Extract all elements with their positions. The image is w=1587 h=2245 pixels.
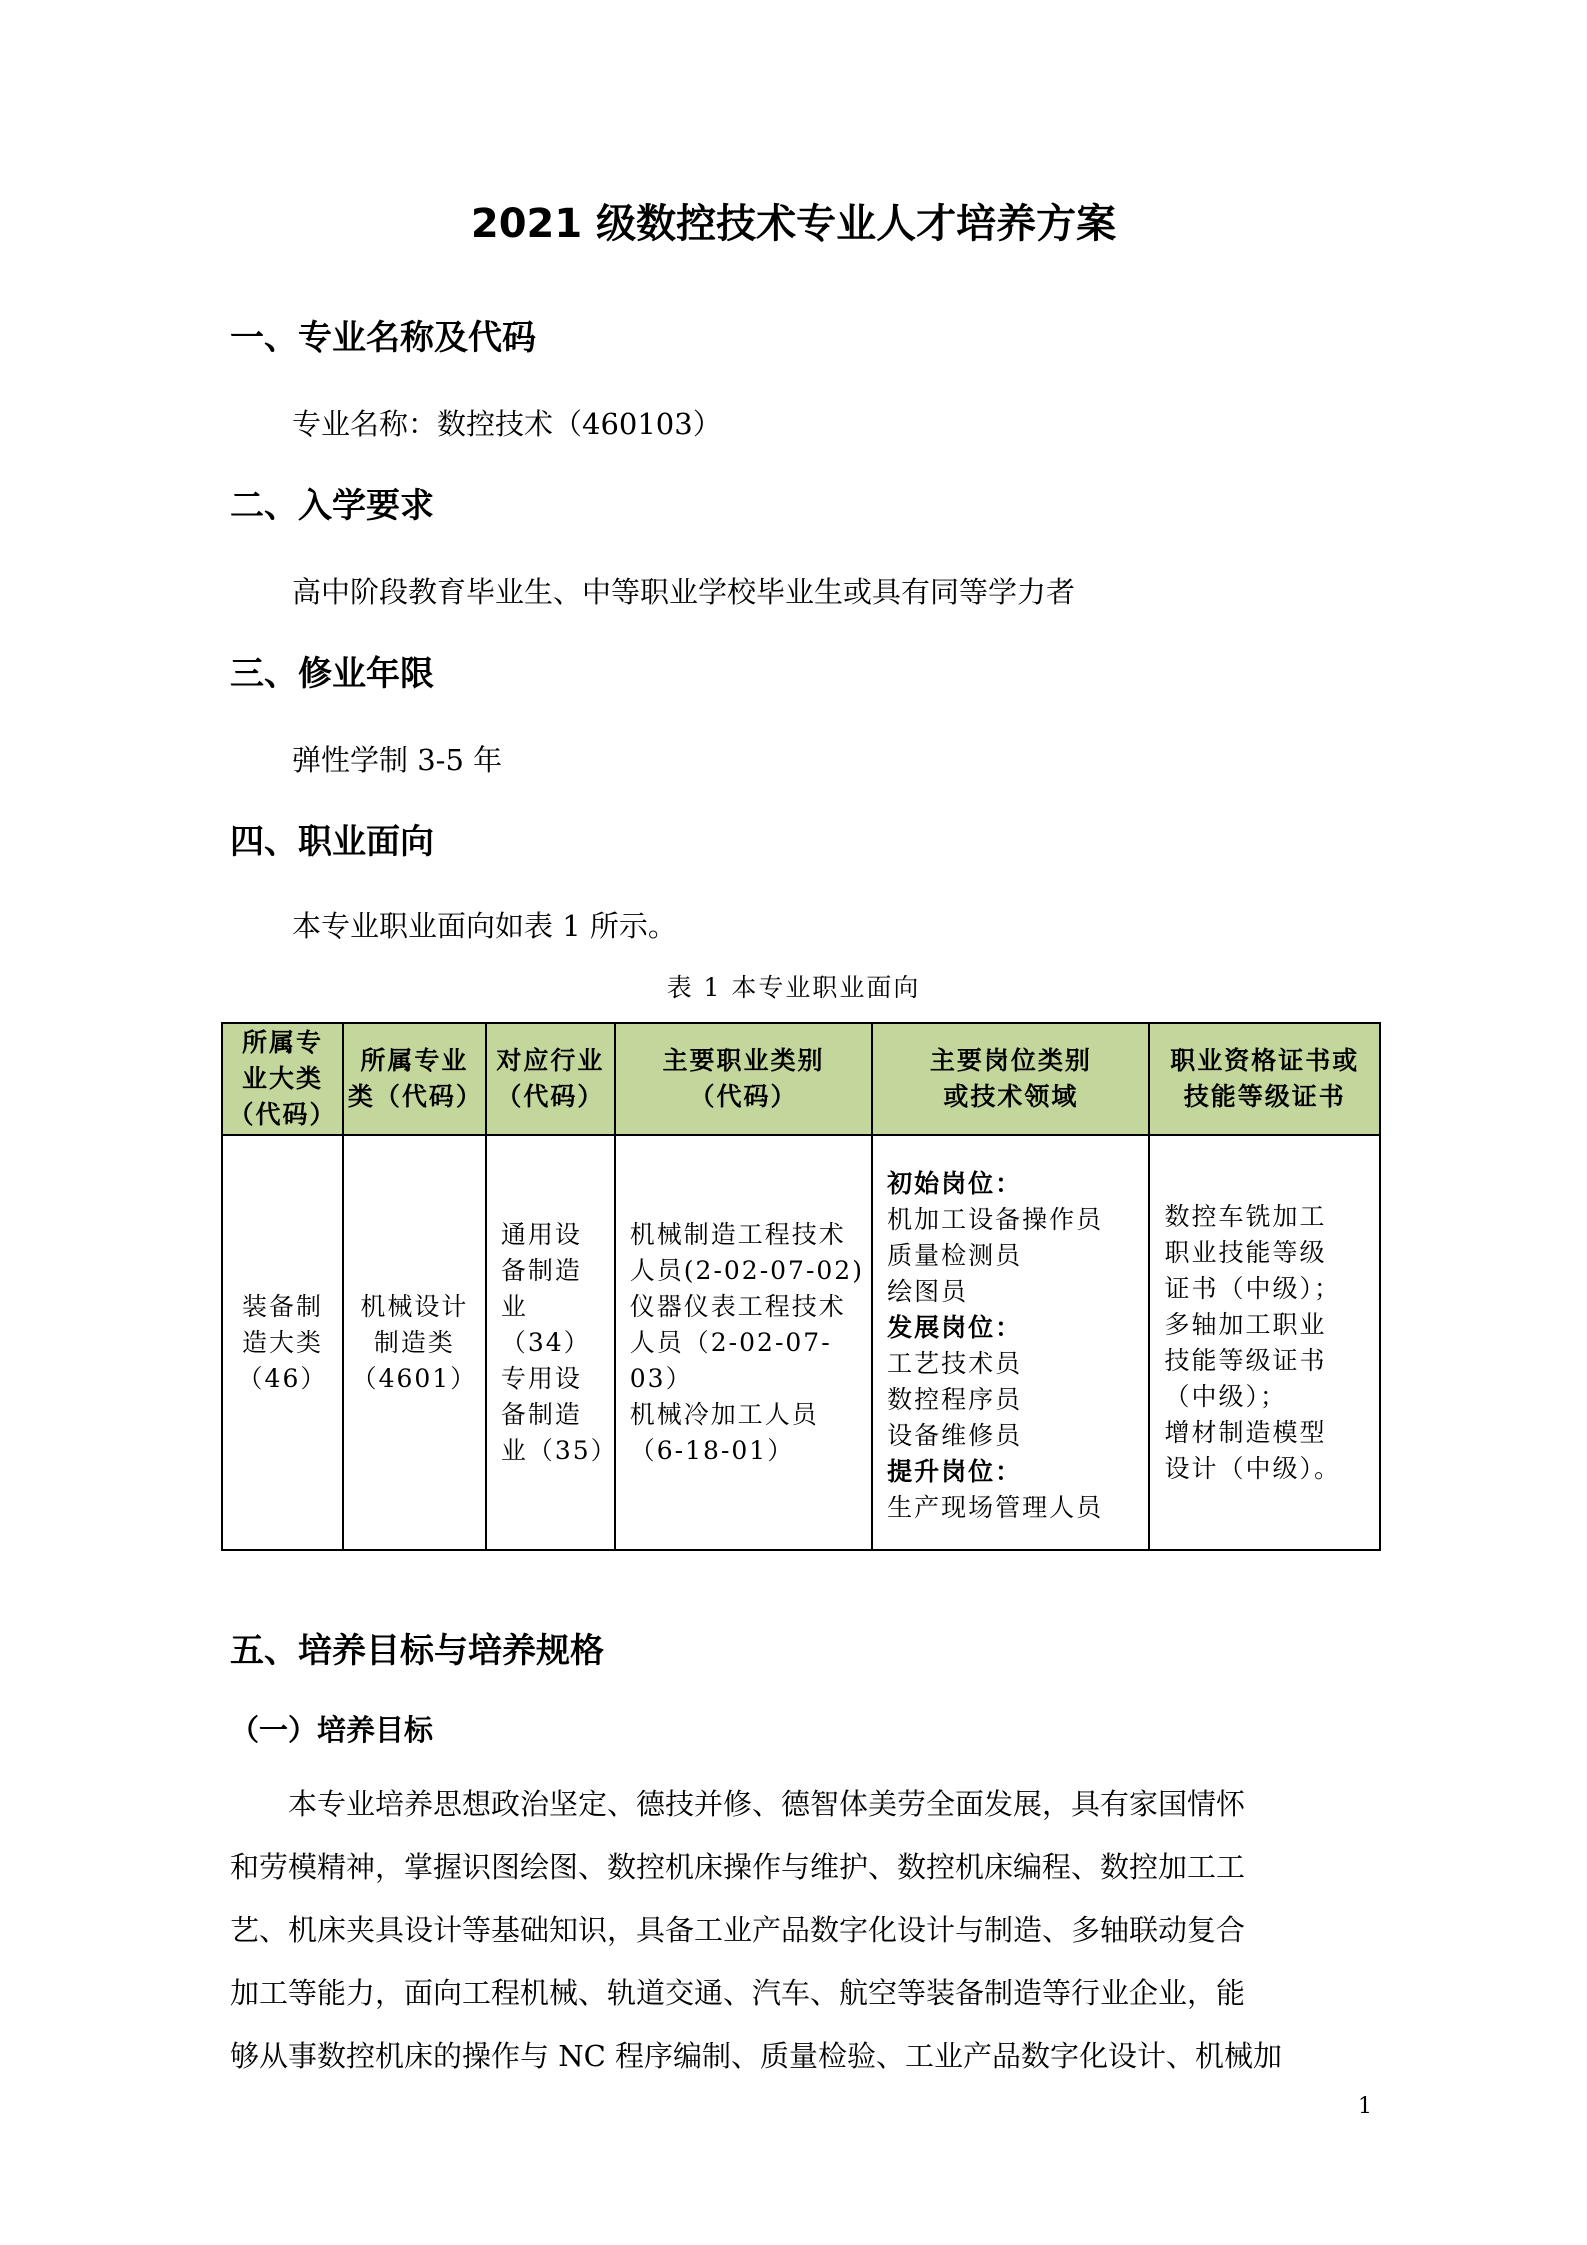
header-industry: 对应行业 （代码） [486,1023,615,1135]
section-heading-5: 五、培养目标与培养规格 [230,1631,604,1671]
cell-discipline-category: 装备制 造大类 （46） [222,1135,343,1550]
section-heading-2: 二、入学要求 [230,486,434,526]
section-text-4: 本专业职业面向如表 1 所示。 [292,909,677,943]
table-caption: 表 1 本专业职业面向 [666,973,921,1002]
paragraph-line: 和劳模精神，掌握识图绘图、数控机床操作与维护、数控机床编程、数控加工工 [230,1850,1246,1884]
document-title: 2021 级数控技术专业人才培养方案 [470,201,1117,247]
header-job-category: 主要岗位类别 或技术领域 [872,1023,1149,1135]
paragraph-line: 够从事数控机床的操作与 NC 程序编制、质量检验、工业产品数字化设计、机械加 [230,2039,1283,2073]
paragraph-line: 艺、机床夹具设计等基础知识，具备工业产品数字化设计与制造、多轴联动复合 [230,1913,1246,1947]
paragraph-line: 加工等能力，面向工程机械、轨道交通、汽车、航空等装备制造等行业企业，能 [230,1976,1246,2010]
table-header-row [222,1023,1380,1135]
cell-job-category: 初始岗位： 机加工设备操作员 质量检测员 绘图员 发展岗位： 工艺技术员 数控程序员 设备维修员 提升岗位： 生产现场管理人员 [872,1135,1149,1550]
section-heading-1: 一、专业名称及代码 [230,318,536,358]
section-heading-4: 四、职业面向 [230,822,434,862]
cell-occupation-category: 机械制造工程技术 人员(2-02-07-02) 仪器仪表工程技术 人员（2-02-07-03） 机械冷加工人员 （6-18-01） [615,1135,872,1550]
header-occupation-category: 主要职业类别 （代码） [615,1023,872,1135]
cell-discipline-class: 机械设计 制造类 （4601） [343,1135,486,1550]
cell-industry: 通用设 备制造 业（34） 专用设 备制造 业（35） [486,1135,615,1550]
section-heading-3: 三、修业年限 [230,654,434,694]
header-discipline-category: 所属专 业大类 （代码） [222,1023,343,1135]
section-text-3: 弹性学制 3-5 年 [292,743,503,777]
training-goal-paragraph [230,1773,1360,2088]
cell-certificates: 数控车铣加工 职业技能等级 证书（中级）； 多轴加工职业 技能等级证书 （中级）； 增材制造模型 设计（中级）。 [1149,1135,1380,1550]
paragraph-line: 本专业培养思想政治坚定、德技并修、德智体美劳全面发展，具有家国情怀 [288,1787,1246,1821]
page-number: 1 [1358,2094,1372,2119]
table-row [222,1135,1380,1550]
header-certificates: 职业资格证书或 技能等级证书 [1149,1023,1380,1135]
header-discipline-class: 所属专业 类（代码） [343,1023,486,1135]
subsection-heading: （一）培养目标 [230,1713,434,1747]
section-text-2: 高中阶段教育毕业生、中等职业学校毕业生或具有同等学力者 [292,575,1076,609]
occupation-table [221,1022,1381,1551]
section-text-1: 专业名称：数控技术（460103） [292,407,722,441]
